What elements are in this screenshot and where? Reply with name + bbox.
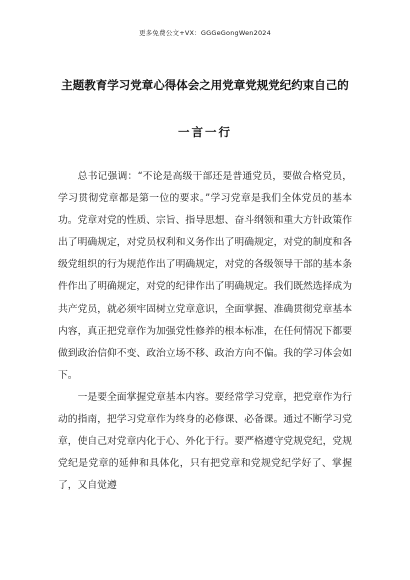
paragraph-2: 一是要全面掌握党章基本内容。要经常学习党章，把党章作为行动的指南，把学习党章作为终身的必修课、必备课。通过不断学习党章，使自己对党章内化于心、外化于行。要严格遵守党规党纪，党规党纪是党章的延伸和具体化，只有把党章和党规党纪学好了、掌握了，又自觉遵 (58, 391, 352, 492)
document-title-line-1: 主题教育学习党章心得体会之用党章党规党纪约束自己的 (61, 78, 349, 92)
document-title-line-2: 一言一行 (178, 125, 232, 139)
header-note: 更多免费公文+VX：GGGeGongWen2024 (139, 29, 271, 37)
document-body (58, 166, 352, 497)
paragraph-1: 总书记强调：“不论是高级干部还是普通党员，要做合格党员，学习贯彻党章都是第一位的要求。”学习党章是我们全体党员的基本功。党章对党的性质、宗旨、指导思想、奋斗纲领和重大方针政策作出了明确规定，对党员权利和义务作出了明确规定，对党的制度和各级党组织的行为规范作出了明确规定，对党的各级领导干部的基本条件作出了明确规定，对党的纪律作出了明确规定。我们既然选择成为共产党员，就必须牢固树立党章意识，全面掌握、准确贯彻党章基本内容，真正把党章作为加强党性修养的根本标准，在任何情况下都要做到政治信仰不变、政治立场不移、政治方向不偏。我的学习体会如下。 (58, 171, 352, 381)
